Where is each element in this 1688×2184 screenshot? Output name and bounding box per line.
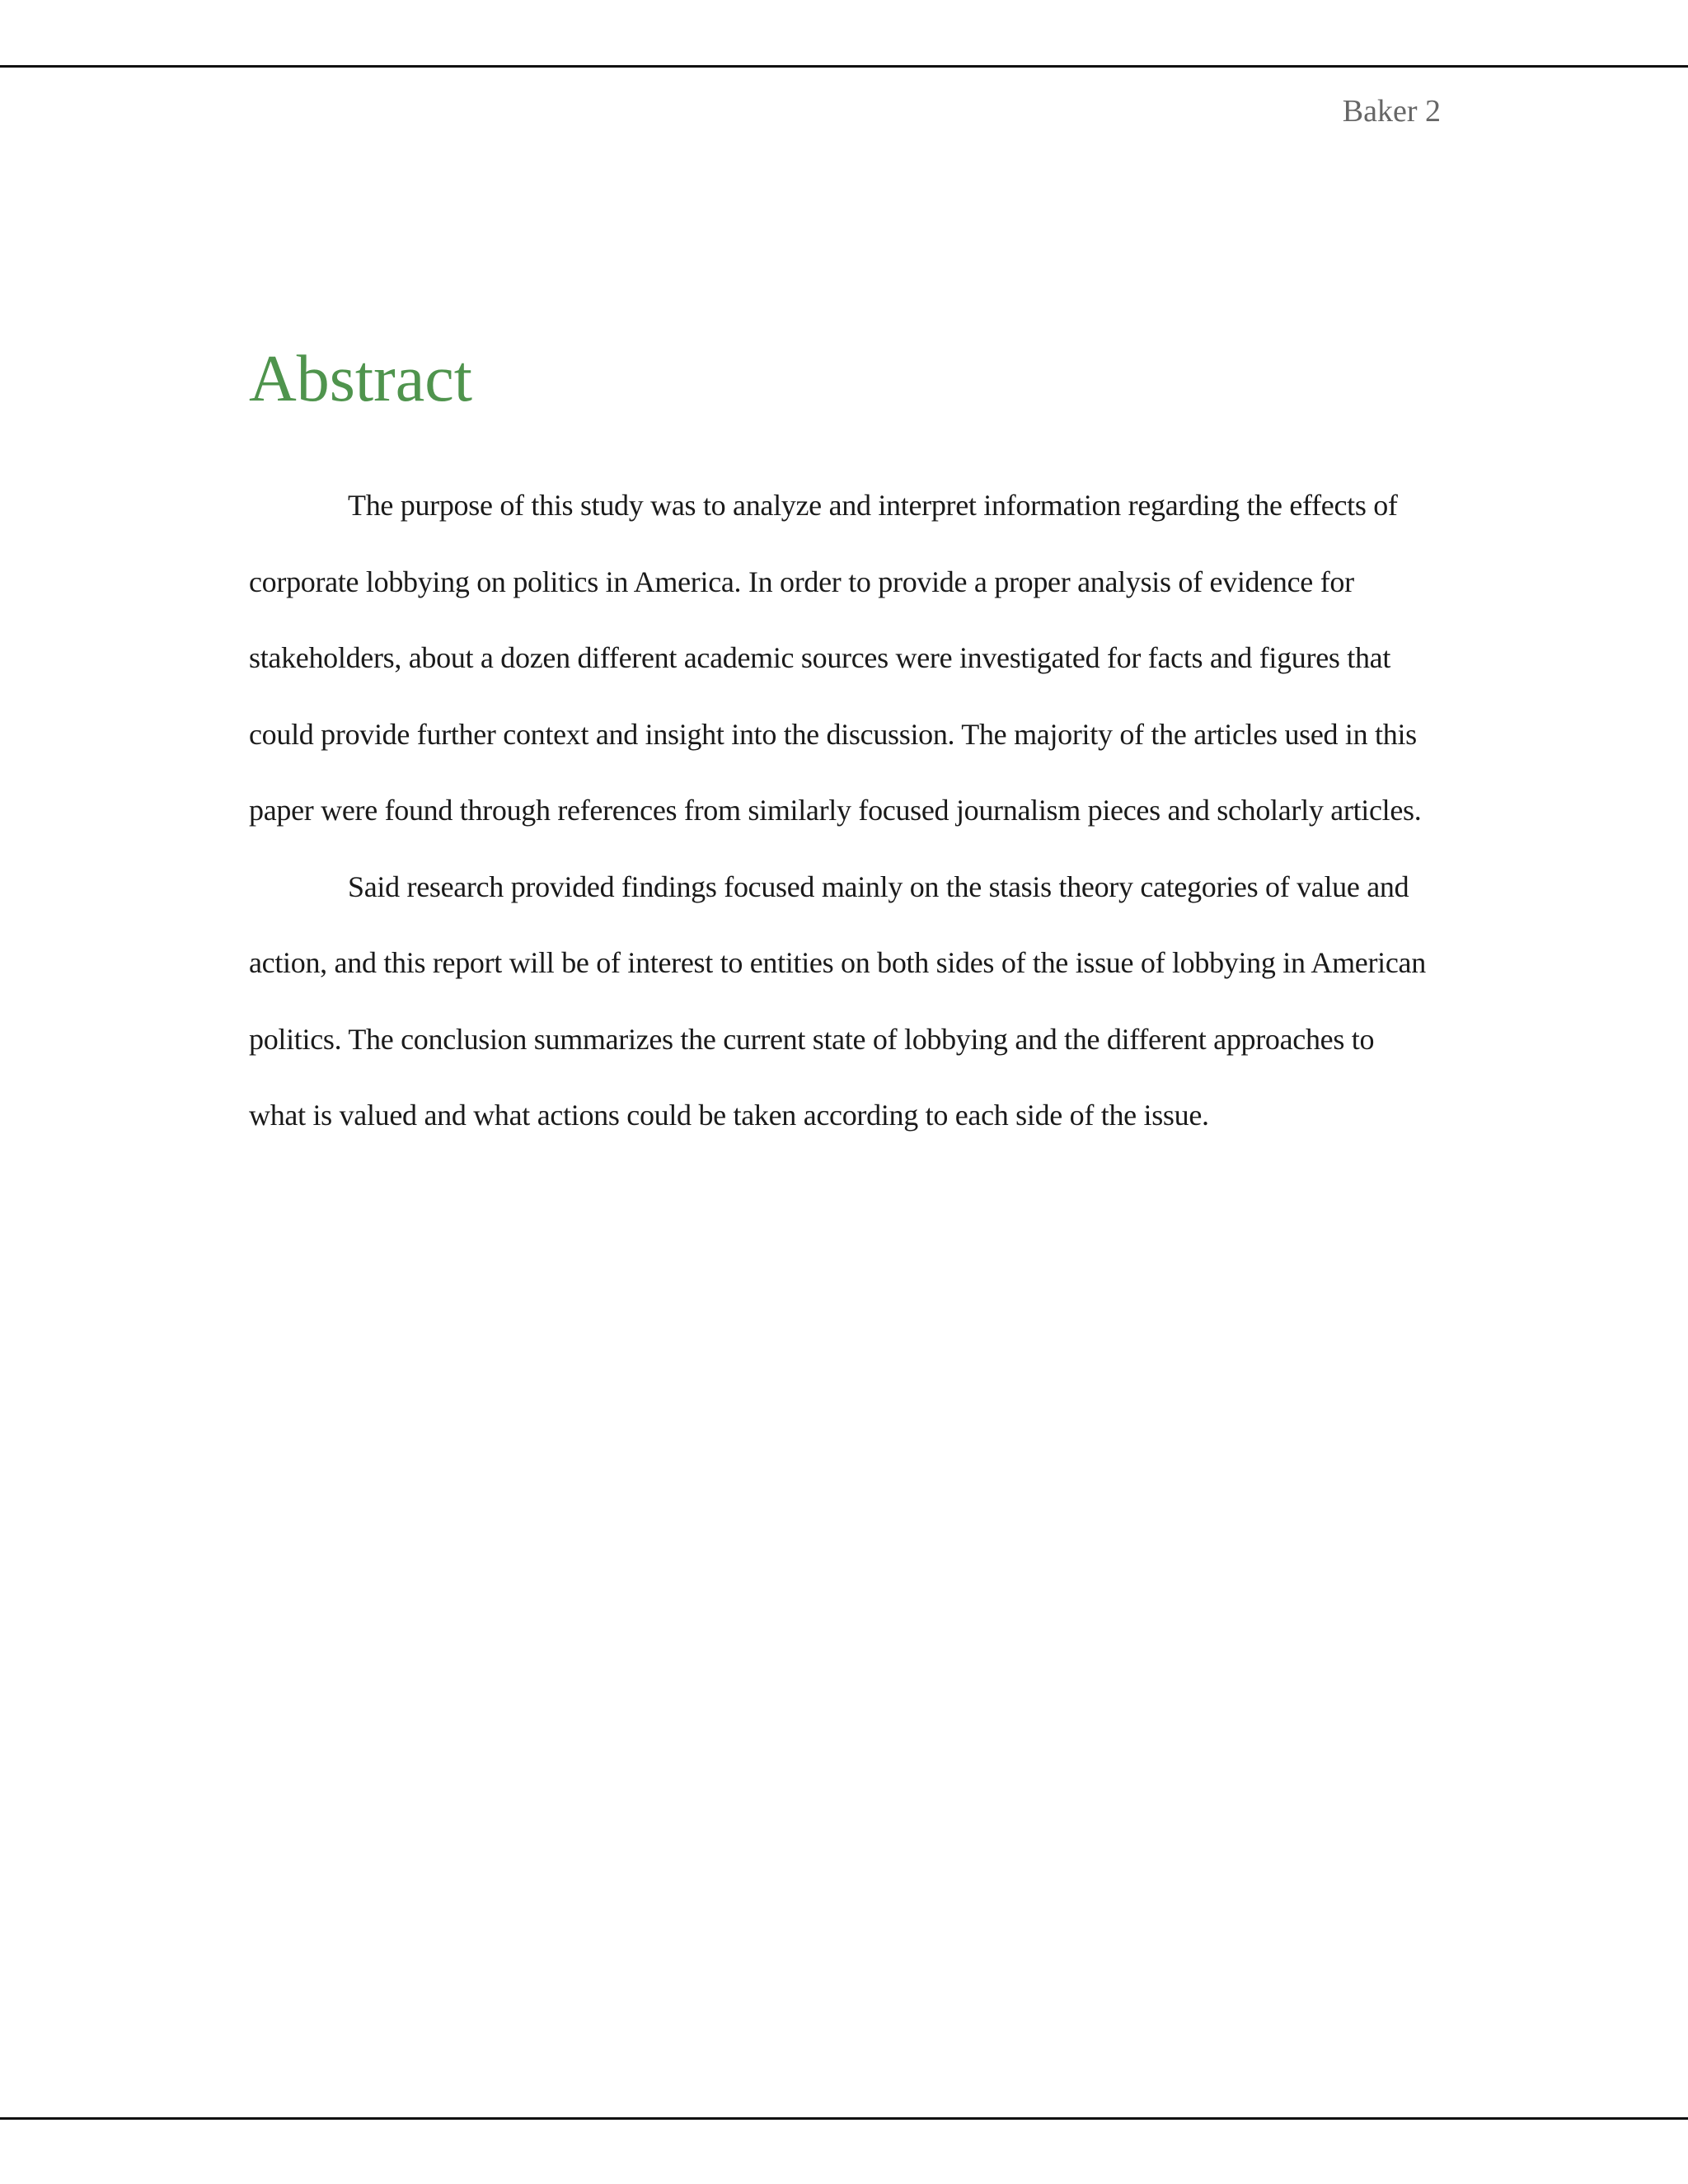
abstract-heading: Abstract — [249, 343, 473, 415]
abstract-paragraph-2: Said research provided findings focused mainly on the stasis theory categories of value and action, and this report will be of interest to entities on both sides of the issue of lobbying in American politics. The conclusion summarizes the current state of lobbying and the different approaches to what is valued and what actions could be taken according to each side of the issue. — [249, 869, 1426, 1132]
abstract-paragraph-1: The purpose of this study was to analyze and interpret information regarding the effects of corporate lobbying on politics in America. In order to provide a proper analysis of evidence for stakeholders, about a dozen different academic sources were investigated for facts and figures that could provide further context and insight into the discussion. The majority of the articles used in this paper were found through references from similarly focused journalism pieces and scholarly articles. — [249, 489, 1422, 827]
running-head: Baker 2 — [1342, 94, 1441, 129]
top-rule — [0, 65, 1688, 68]
bottom-rule — [0, 2117, 1688, 2120]
abstract-body — [249, 467, 1436, 1154]
